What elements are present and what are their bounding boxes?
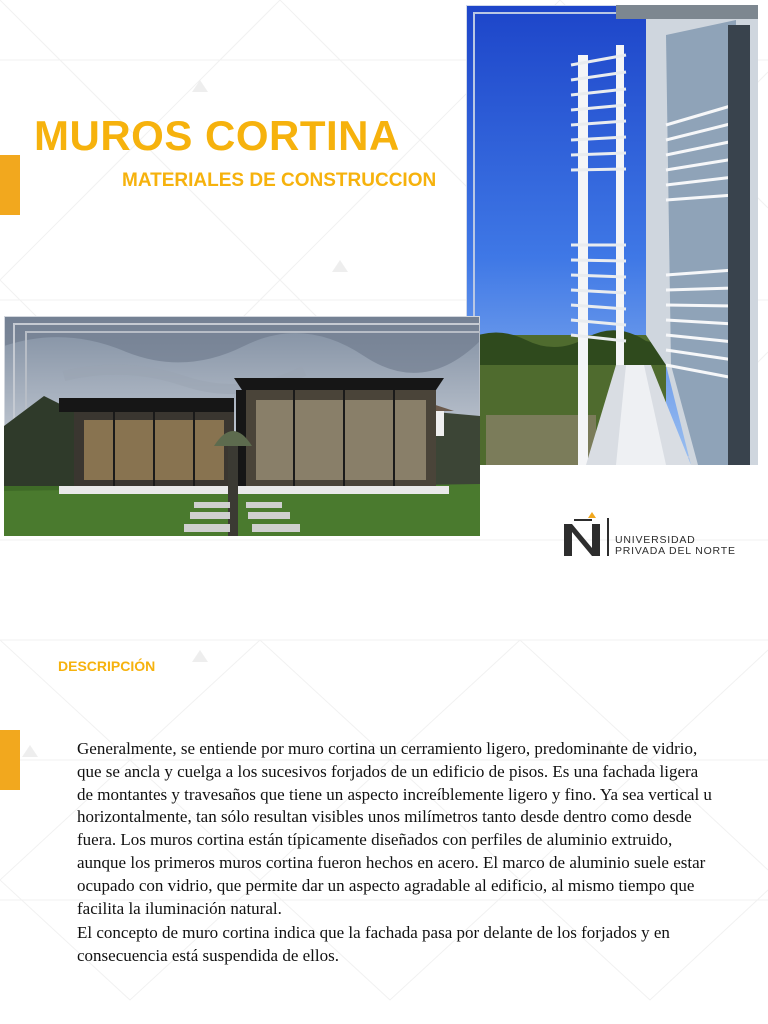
accent-tab bbox=[0, 155, 20, 215]
accent-tab bbox=[0, 730, 20, 790]
section-label: DESCRIPCIÓN bbox=[58, 658, 156, 674]
upn-n-logo-icon bbox=[562, 510, 604, 560]
logo-divider bbox=[607, 518, 609, 556]
university-logo bbox=[562, 510, 752, 560]
glass-house-photo bbox=[4, 316, 480, 536]
description-paragraph: Generalmente, se entiende por muro cortina un cerramiento ligero, predominante de vidrio, que se ancla y cuelga a los sucesivos forjados de un edificio de pisos. Es una fachada ligera de montantes y travesaños que tiene un aspecto increíblemente ligero y fino. Ya sea vertical u horizontalmente, tan sólo resultan visibles unos milímetros tanto desde dentro como desde fuera. Los muros cortina están típicamente diseñados con perfiles de aluminio extruido, aunque los primeros muros cortina fueron hechos en acero. El marco de aluminio suele estar ocupado con vidrio, que permite dar un aspecto agradable al edificio, al mismo tiempo que facilita la iluminación natural. bbox=[77, 739, 712, 918]
logo-line-2: PRIVADA DEL NORTE bbox=[615, 545, 736, 557]
logo-line-1: UNIVERSIDAD bbox=[615, 534, 696, 546]
slide-2 bbox=[0, 622, 768, 1024]
page-subtitle: MATERIALES DE CONSTRUCCION bbox=[122, 170, 437, 191]
description-paragraph: El concepto de muro cortina indica que la fachada pasa por delante de los forjados y en consecuencia está suspendida de ellos. bbox=[77, 923, 670, 966]
curtain-wall-facade-photo bbox=[466, 5, 758, 465]
page-title: MUROS CORTINA bbox=[34, 112, 400, 159]
logo-wordmark bbox=[615, 535, 736, 557]
description-text bbox=[77, 738, 717, 968]
